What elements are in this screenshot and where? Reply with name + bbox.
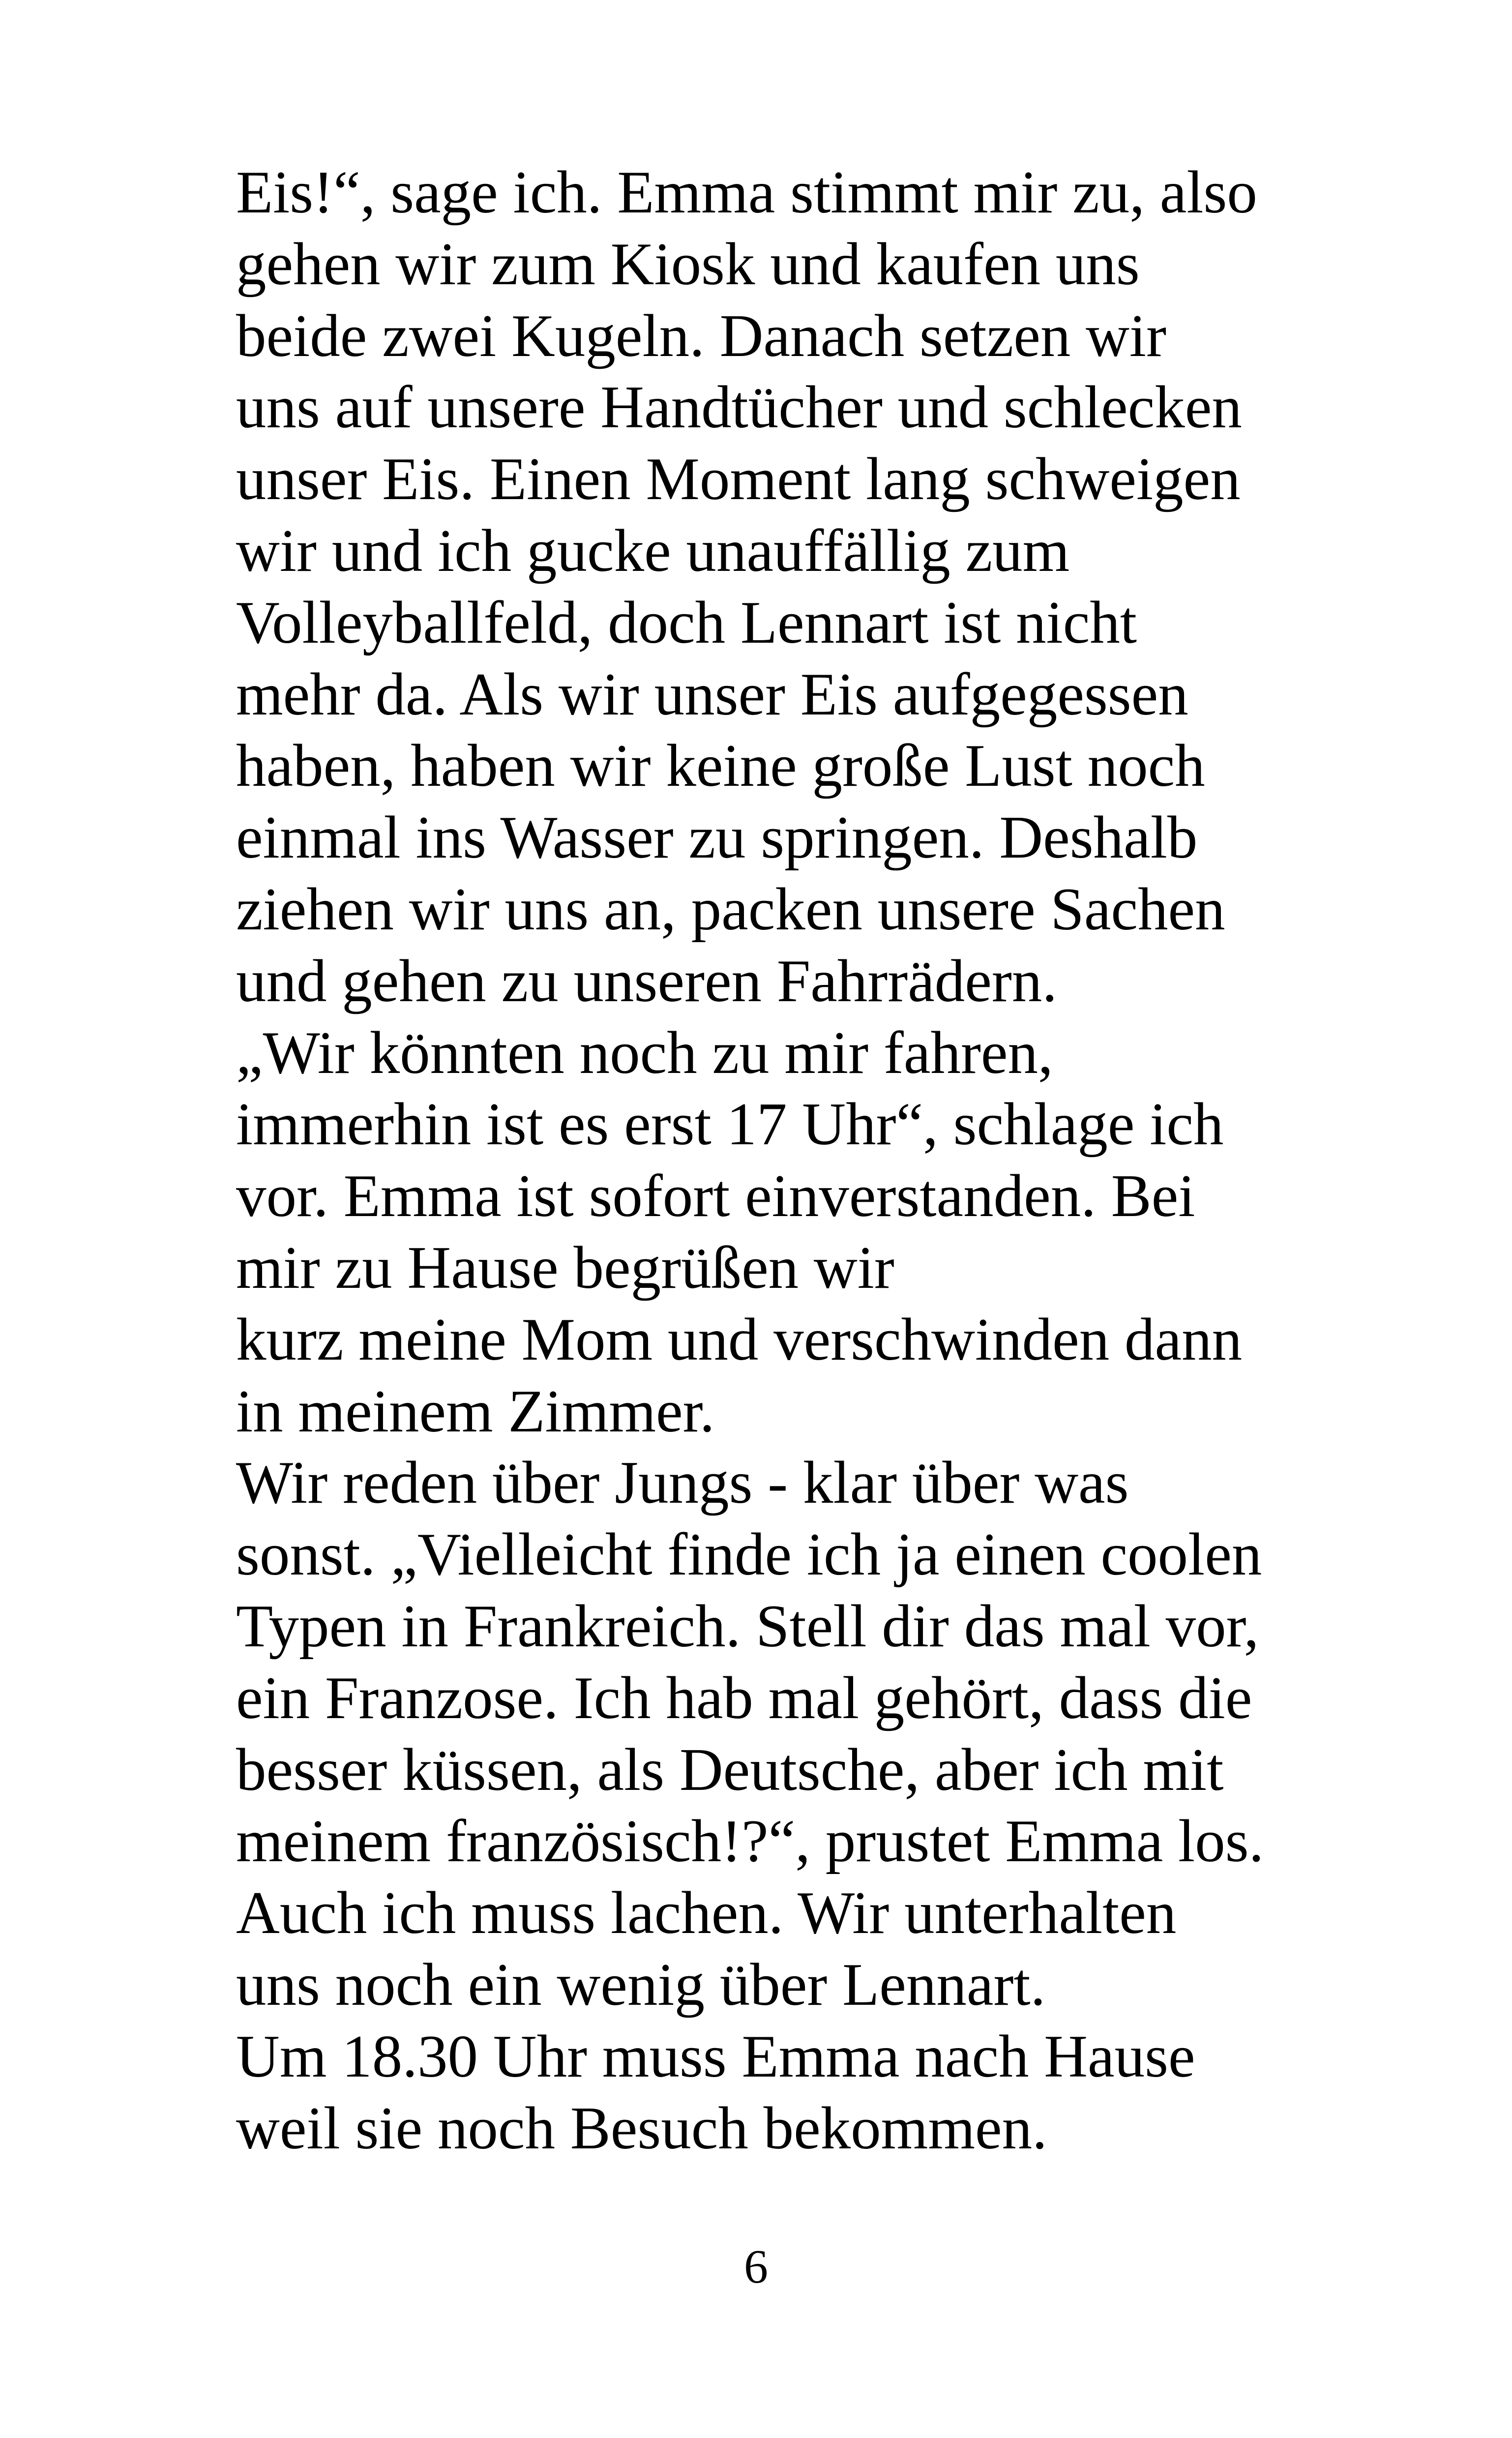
text-line: Eis!“, sage ich. Emma stimmt mir zu, also	[236, 158, 1257, 226]
text-line: beide zwei Kugeln. Danach setzen wir	[236, 301, 1167, 369]
body-text	[236, 156, 1318, 2164]
text-line: Typen in Frankreich. Stell dir das mal vor,	[236, 1592, 1259, 1660]
page-number: 6	[744, 2240, 768, 2293]
text-line: in meinem Zimmer.	[236, 1377, 715, 1445]
text-line: wir und ich gucke unauffällig zum	[236, 516, 1070, 584]
text-line: Wir reden über Jungs - klar über was	[236, 1449, 1129, 1516]
text-line: uns noch ein wenig über Lennart.	[236, 1950, 1046, 2018]
text-line: mir zu Hause begrüßen wir	[236, 1233, 894, 1301]
text-line: einmal ins Wasser zu springen. Deshalb	[236, 803, 1198, 871]
text-line: Auch ich muss lachen. Wir unterhalten	[236, 1879, 1177, 1947]
text-line: mehr da. Als wir unser Eis aufgegessen	[236, 660, 1188, 728]
text-line: Um 18.30 Uhr muss Emma nach Hause	[236, 2022, 1195, 2090]
text-line: weil sie noch Besuch bekommen.	[236, 2094, 1047, 2162]
text-line: und gehen zu unseren Fahrrädern.	[236, 947, 1058, 1014]
text-line: uns auf unsere Handtücher und schlecken	[236, 373, 1242, 441]
text-line: unser Eis. Einen Moment lang schweigen	[236, 445, 1241, 513]
text-line: ein Franzose. Ich hab mal gehört, dass die	[236, 1664, 1252, 1731]
text-line: ziehen wir uns an, packen unsere Sachen	[236, 875, 1225, 943]
text-line: Volleyballfeld, doch Lennart ist nicht	[236, 588, 1137, 656]
text-line: sonst. „Vielleicht finde ich ja einen coolen	[236, 1520, 1262, 1588]
text-line: vor. Emma ist sofort einverstanden. Bei	[236, 1162, 1195, 1230]
text-line: meinem französisch!?“, prustet Emma los.	[236, 1807, 1264, 1875]
text-line: gehen wir zum Kiosk und kaufen uns	[236, 230, 1140, 297]
text-line: kurz meine Mom und verschwinden dann	[236, 1305, 1243, 1373]
text-line: „Wir könnten noch zu mir fahren,	[236, 1018, 1053, 1086]
text-line: immerhin ist es erst 17 Uhr“, schlage ich	[236, 1090, 1224, 1158]
text-line: haben, haben wir keine große Lust noch	[236, 732, 1205, 800]
text-line: besser küssen, als Deutsche, aber ich mit	[236, 1735, 1224, 1803]
